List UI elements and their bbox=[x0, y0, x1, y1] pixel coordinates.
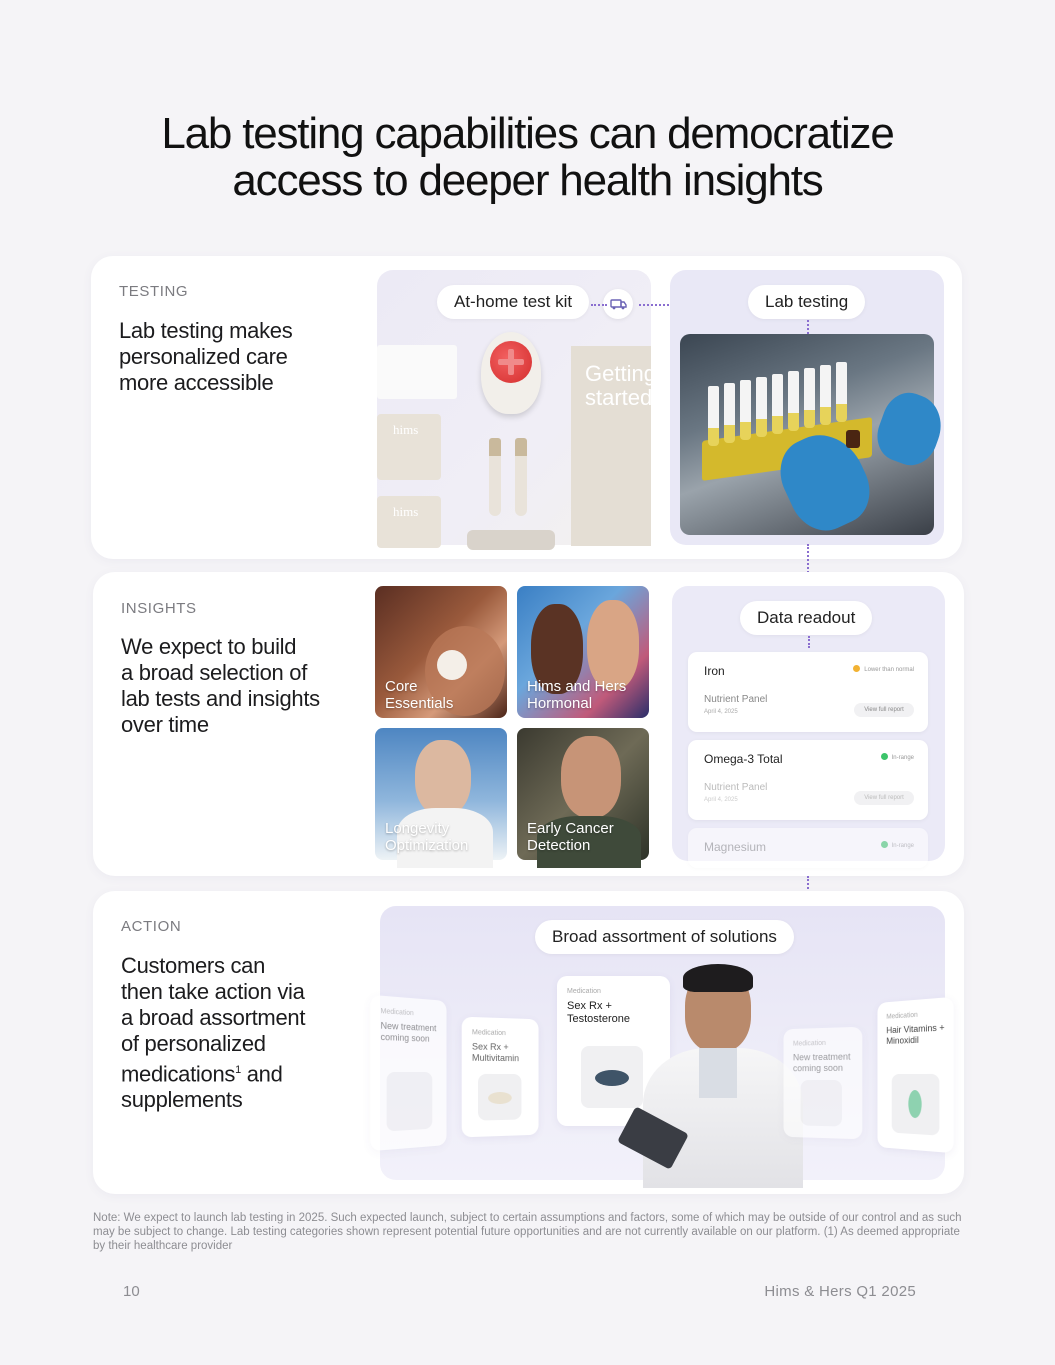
lab-label: Lab testing bbox=[748, 285, 865, 319]
page-number: 10 bbox=[123, 1283, 140, 1300]
readout-card-magnesium[interactable] bbox=[688, 828, 928, 868]
solution-card[interactable] bbox=[877, 997, 953, 1153]
insights-card bbox=[93, 572, 964, 876]
pill-image bbox=[801, 1080, 842, 1127]
sample-tube bbox=[489, 438, 501, 516]
view-report-button[interactable]: View full report bbox=[854, 791, 914, 805]
tile-label: Hims and Hers Hormonal bbox=[527, 678, 627, 712]
kit-label: At-home test kit bbox=[437, 285, 589, 319]
insights-heading-line: We expect to build bbox=[121, 634, 297, 659]
bandage bbox=[467, 530, 555, 550]
lancet-device bbox=[481, 332, 541, 414]
solution-card[interactable] bbox=[462, 1017, 539, 1138]
title-line-2: access to deeper health insights bbox=[232, 156, 823, 205]
sample-tube bbox=[515, 438, 527, 516]
action-heading-line: then take action via bbox=[121, 979, 305, 1004]
connector-line bbox=[807, 320, 809, 334]
pill-image bbox=[387, 1072, 433, 1131]
readout-card-iron[interactable] bbox=[688, 652, 928, 732]
insights-heading-line: a broad selection of bbox=[121, 660, 308, 685]
action-heading-line: Customers can bbox=[121, 953, 266, 978]
page-title bbox=[0, 110, 1055, 204]
solution-name: New treatment coming soon bbox=[380, 1020, 437, 1044]
solution-kicker: Medication bbox=[380, 1007, 414, 1018]
readout-panel-name: Nutrient Panel bbox=[704, 694, 768, 705]
action-heading-line: a broad assortment bbox=[121, 1005, 306, 1030]
solution-kicker: Medication bbox=[567, 988, 601, 995]
insights-heading-line: lab tests and insights bbox=[121, 686, 320, 711]
tile-hormonal[interactable] bbox=[517, 586, 649, 718]
solutions-panel bbox=[380, 906, 945, 1180]
readout-name: Iron bbox=[704, 664, 725, 678]
action-heading-line: of personalized bbox=[121, 1031, 266, 1056]
tile-core-essentials[interactable] bbox=[375, 586, 507, 718]
readout-name: Omega-3 Total bbox=[704, 752, 783, 766]
kit-box-logo: hims bbox=[393, 422, 419, 437]
testing-heading-line: Lab testing makes bbox=[119, 318, 293, 343]
tile-label: Early Cancer Detection bbox=[527, 820, 614, 854]
solution-kicker: Medication bbox=[471, 1029, 506, 1038]
solution-name: Sex Rx + Multivitamin bbox=[471, 1041, 520, 1064]
footnote: Note: We expect to launch lab testing in 2025. Such expected launch, subject to certain assumptions and factors, some of which may be outside of our control and as such may be subject to change. Lab testing categories shown represent potential future opportunities and are not currently available on our platform. (1) As deemed appropriate by their healthcare provider bbox=[93, 1212, 962, 1252]
kit-sheet bbox=[377, 345, 457, 399]
solutions-label: Broad assortment of solutions bbox=[535, 920, 794, 954]
status-dot bbox=[853, 665, 860, 672]
readout-status: In-range bbox=[881, 753, 914, 761]
solution-name: Hair Vitamins + Minoxidil bbox=[886, 1022, 945, 1046]
readout-name: Magnesium bbox=[704, 840, 767, 854]
title-line-1: Lab testing capabilities can democratize bbox=[161, 109, 894, 158]
action-eyebrow: ACTION bbox=[121, 918, 182, 935]
tile-label: Core Essentials bbox=[385, 678, 454, 712]
test-kit-image bbox=[377, 270, 656, 545]
kit-box-logo: hims bbox=[393, 504, 419, 519]
pill-image bbox=[478, 1074, 521, 1121]
solution-kicker: Medication bbox=[886, 1011, 918, 1021]
tile-label: Longevity Optimization bbox=[385, 820, 469, 854]
insights-eyebrow: INSIGHTS bbox=[121, 600, 197, 617]
testing-heading-line: personalized care bbox=[119, 344, 288, 369]
connector-line bbox=[591, 304, 607, 306]
data-readout-panel bbox=[672, 586, 945, 861]
testing-heading bbox=[119, 318, 292, 396]
connector-line bbox=[808, 636, 810, 648]
action-heading-line: medications$^1$ and bbox=[121, 1061, 283, 1087]
action-heading-line: supplements bbox=[121, 1087, 243, 1113]
footnote-ref: 1 bbox=[235, 1064, 241, 1076]
gloved-hand bbox=[870, 386, 950, 472]
pill-image bbox=[892, 1074, 940, 1136]
readout-panel-name: Nutrient Panel bbox=[704, 782, 768, 793]
solution-name: Sex Rx + Testosterone bbox=[567, 1000, 630, 1025]
insights-heading bbox=[121, 634, 320, 738]
view-report-button[interactable]: View full report bbox=[854, 703, 914, 717]
testing-heading-line: more accessible bbox=[119, 370, 274, 395]
sample-vial bbox=[846, 430, 860, 448]
readout-status: In-range bbox=[881, 841, 914, 849]
action-heading bbox=[121, 953, 305, 1113]
solution-card[interactable] bbox=[783, 1027, 862, 1140]
doctor-photo bbox=[633, 968, 808, 1182]
booklet-text: Getting started bbox=[585, 361, 656, 410]
status-dot bbox=[881, 841, 888, 848]
lab-testing-panel bbox=[670, 270, 944, 545]
tile-early-cancer[interactable] bbox=[517, 728, 649, 860]
footer-brand: Hims & Hers Q1 2025 bbox=[764, 1283, 916, 1300]
readout-card-omega3[interactable] bbox=[688, 740, 928, 820]
readout-status: Lower than normal bbox=[853, 665, 914, 673]
readout-date: April 4, 2025 bbox=[704, 797, 738, 803]
solution-card[interactable] bbox=[370, 995, 446, 1151]
readout-date: April 4, 2025 bbox=[704, 709, 738, 715]
testing-card bbox=[91, 256, 962, 559]
solution-name: New treatment coming soon bbox=[792, 1051, 851, 1074]
tile-longevity[interactable] bbox=[375, 728, 507, 860]
truck-icon bbox=[603, 289, 633, 319]
guide-booklet bbox=[571, 346, 656, 546]
readout-label: Data readout bbox=[740, 601, 872, 635]
lab-testing-photo bbox=[680, 334, 934, 535]
solution-kicker: Medication bbox=[792, 1039, 826, 1048]
status-dot bbox=[881, 753, 888, 760]
action-card bbox=[93, 891, 964, 1194]
testing-eyebrow: TESTING bbox=[119, 283, 189, 300]
insights-heading-line: over time bbox=[121, 712, 209, 737]
